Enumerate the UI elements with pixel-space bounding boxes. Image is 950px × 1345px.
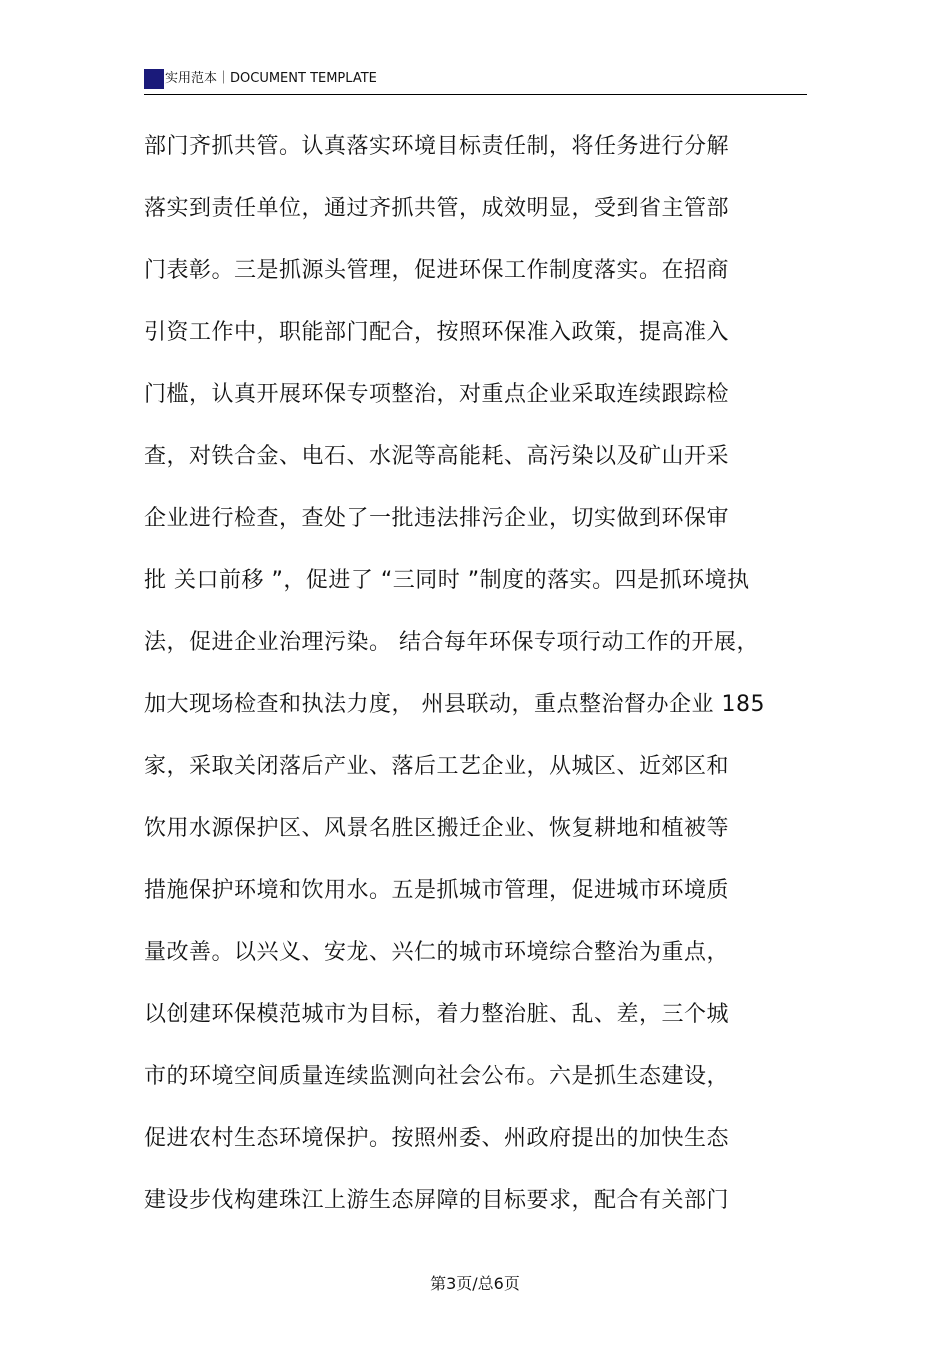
body-line: 建设步伐构建珠江上游生态屏障的目标要求，配合有关部门	[144, 1188, 730, 1213]
body-line: 企业进行检查，查处了一批违法排污企业，切实做到环保审	[144, 506, 730, 531]
header-title: 实用范本｜DOCUMENT TEMPLATE	[165, 71, 377, 86]
body-line: 家，采取关闭落后产业、落后工艺企业，从城区、近郊区和	[144, 754, 730, 779]
body-line: 门表彰。三是抓源头管理，促进环保工作制度落实。在招商	[144, 258, 730, 283]
body-line: 以创建环保模范城市为目标，着力整治脏、乱、差，三个城	[144, 1002, 730, 1027]
body-line: 量改善。以兴义、安龙、兴仁的城市环境综合整治为重点，	[144, 940, 730, 965]
page-header	[144, 66, 807, 95]
document-body	[144, 124, 824, 1240]
body-line: 部门齐抓共管。认真落实环境目标责任制，将任务进行分解	[144, 134, 730, 159]
body-line: 市的环境空间质量连续监测向社会公布。六是抓生态建设，	[144, 1064, 730, 1089]
body-line: 批 关口前移 ”，促进了 “三同时 ”制度的落实。四是抓环境执	[144, 568, 750, 593]
body-line: 饮用水源保护区、风景名胜区搬迁企业、恢复耕地和植被等	[144, 816, 730, 841]
body-line: 查，对铁合金、电石、水泥等高能耗、高污染以及矿山开采	[144, 444, 730, 469]
body-line: 门槛，认真开展环保专项整治，对重点企业采取连续跟踪检	[144, 382, 730, 407]
header-logo-square	[144, 69, 164, 89]
body-line: 措施保护环境和饮用水。五是抓城市管理，促进城市环境质	[144, 878, 730, 903]
body-line: 法，促进企业治理污染。 结合每年环保专项行动工作的开展，	[144, 630, 759, 655]
body-line: 促进农村生态环境保护。按照州委、州政府提出的加快生态	[144, 1126, 730, 1151]
body-line: 加大现场检查和执法力度， 州县联动，重点整治督办企业 185	[144, 692, 765, 717]
body-line: 落实到责任单位，通过齐抓共管，成效明显，受到省主管部	[144, 196, 730, 221]
body-line: 引资工作中，职能部门配合，按照环保准入政策，提高准入	[144, 320, 730, 345]
page-number: 第3页/总6页	[430, 1274, 520, 1293]
